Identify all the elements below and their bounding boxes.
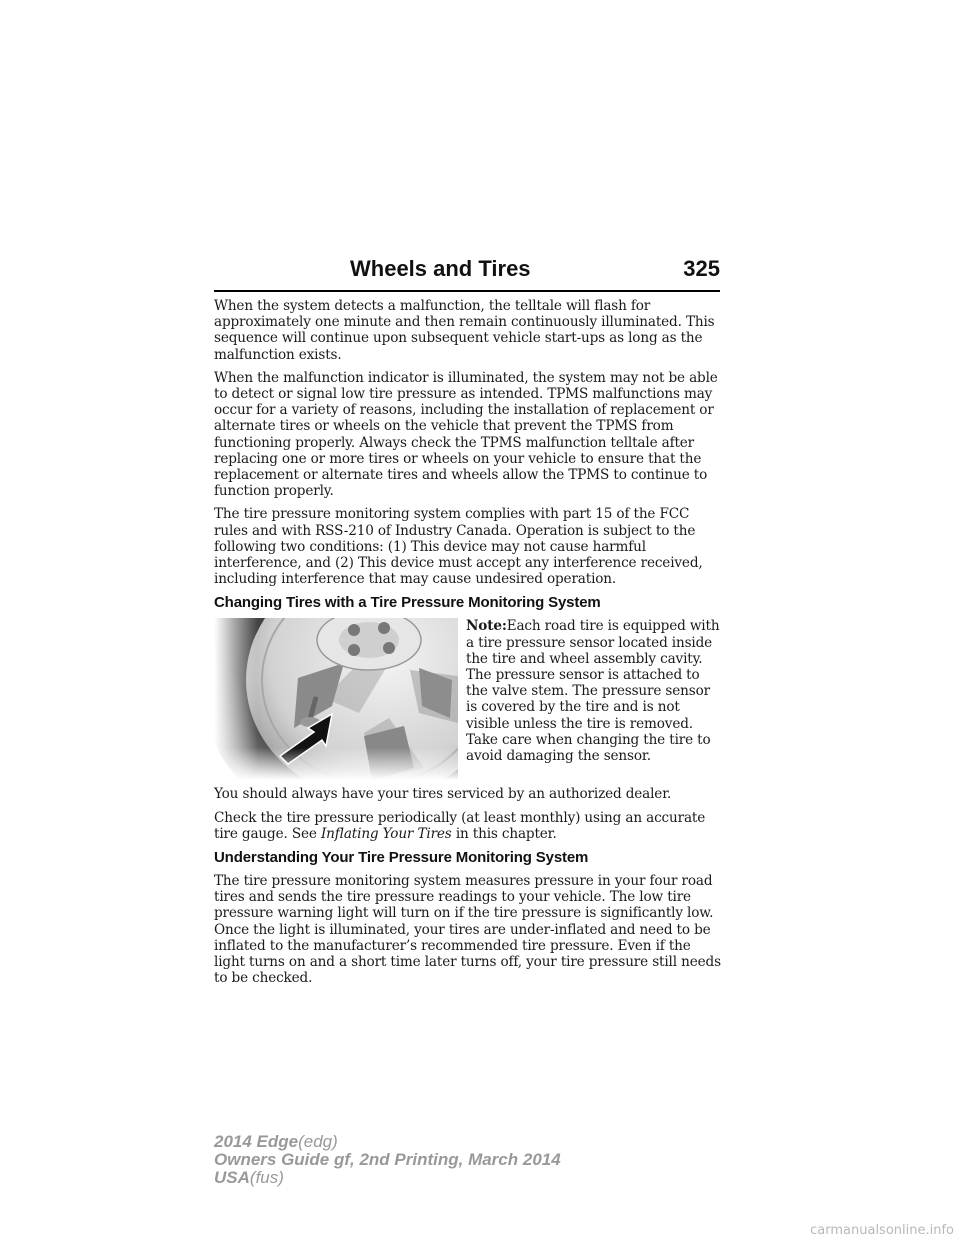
footer-guide: Owners Guide gf, 2nd Printing, March 2014 (214, 1150, 561, 1169)
check-pressure-suffix: in this chapter. (455, 825, 557, 842)
check-pressure-text: Check the tire pressure periodically (at least monthly) using an accurate tire gauge. See (214, 809, 706, 842)
page-number: 325 (683, 256, 720, 281)
heading-understanding-tpms: Understanding Your Tire Pressure Monitoring System (214, 849, 589, 867)
footer-model-code: (edg) (298, 1132, 338, 1151)
tire-sensor-note (466, 618, 724, 780)
footer-market-code: (fus) (249, 1168, 284, 1187)
section-title: Wheels and Tires (350, 256, 531, 281)
footer-model: 2014 Edge (214, 1132, 299, 1151)
page-content (214, 298, 724, 993)
paragraph-malfunction-flash: When the system detects a malfunction, the telltale will flash for approximately one minute and then remain continuously illuminated. This sequence will continue upon subsequent vehicle start-ups as long as the malfunction exists. (214, 298, 715, 363)
note-label: Note: (466, 618, 507, 635)
heading-changing-tires: Changing Tires with a Tire Pressure Monitoring System (214, 594, 601, 612)
tire-sensor-illustration (214, 618, 458, 780)
note-with-figure (214, 618, 724, 780)
inflating-tires-reference: Inflating Your Tires (320, 825, 452, 842)
paragraph-check-pressure (214, 810, 724, 842)
wheel-valve-stem-image (214, 618, 458, 780)
paragraph-fcc-compliance: The tire pressure monitoring system complies with part 15 of the FCC rules and with RSS-210 of Industry Canada. Operation is subject to the following two conditions: (1) This device may not cause harmful interference, and (2) This device must accept any interference received, including interference that may cause undesired operation. (214, 506, 703, 588)
note-text: Each road tire is equipped with a tire pressure sensor located inside the tire and wheel assembly cavity. The pressure sensor is attached to the valve stem. The pressure sensor is covered by the tire and is not visible unless the tire is removed. Take care when changing the tire to avoid damaging the sensor. (466, 618, 720, 765)
watermark: carmanualsonline.info (810, 1223, 954, 1238)
paragraph-tpms-description: The tire pressure monitoring system measures pressure in your four road tires and sends the tire pressure readings to your vehicle. The low tire pressure warning light will turn on if the tire pressure is significantly low. Once the light is illuminated, your tires are under-inflated and need to be inflated to the manufacturer’s recommended tire pressure. Even if the light turns on and a short time later turns off, your tire pressure still needs to be checked. (214, 873, 721, 987)
paragraph-malfunction-indicator: When the malfunction indicator is illuminated, the system may not be able to detect or signal low tire pressure as intended. TPMS malfunctions may occur for a variety of reasons, including the installation of replacement or alternate tires or wheels on the vehicle that prevent the TPMS from functioning properly. Always check the TPMS malfunction telltale after replacing one or more tires or wheels on your vehicle to ensure that the replacement or alternate tires and wheels allow the TPMS to continue to function properly. (214, 369, 718, 500)
footer-market: USA (214, 1168, 250, 1187)
footer-model-line (214, 1133, 561, 1151)
paragraph-service-dealer: You should always have your tires serviced by an authorized dealer. (214, 786, 672, 803)
footer-market-line (214, 1169, 561, 1187)
page-header (214, 256, 720, 292)
page-footer (214, 1133, 561, 1187)
